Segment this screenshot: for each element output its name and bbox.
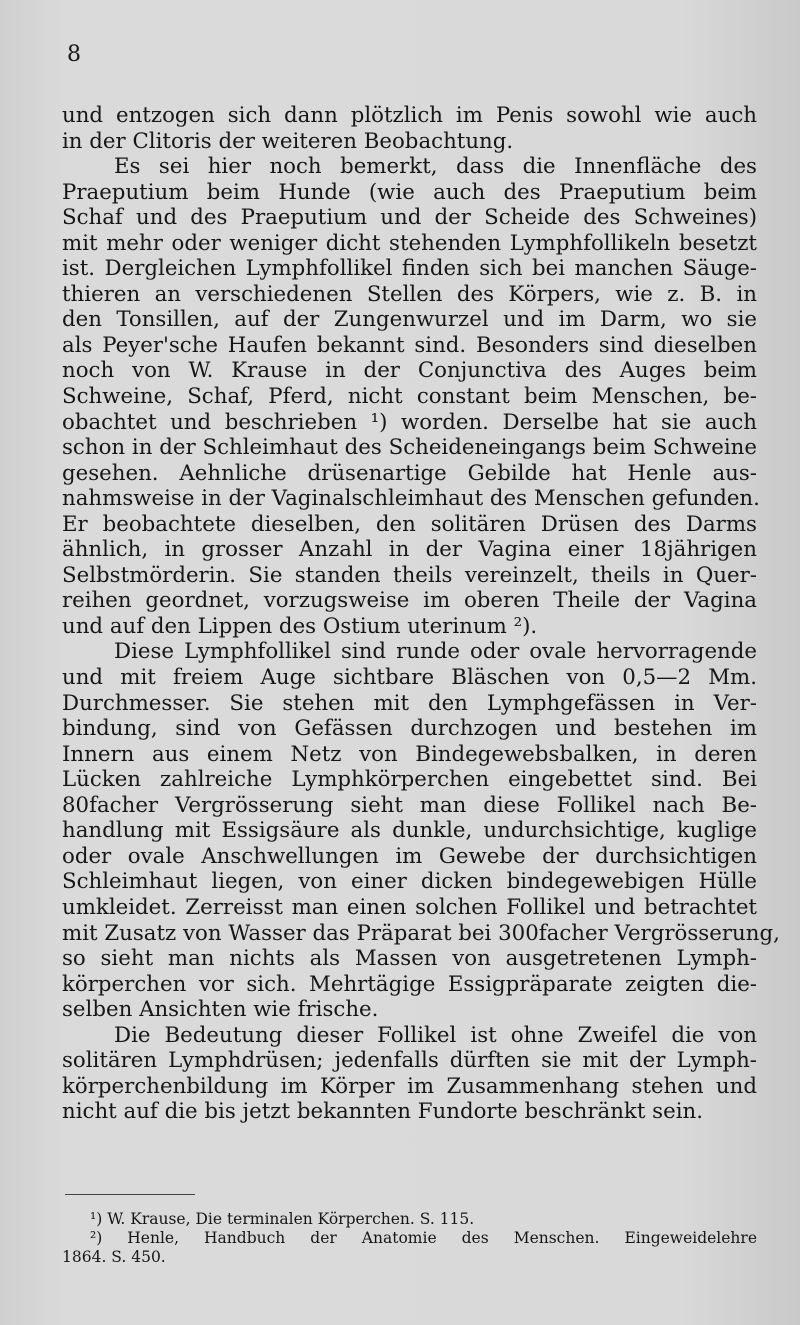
text-line: nicht auf die bis jetzt bekannten Fundorte beschränkt sein.	[62, 1099, 703, 1125]
text-line: Innern aus einem Netz von Bindegewebsbalken, in deren	[62, 741, 757, 767]
text-line: so sieht man nichts als Massen von ausgetretenen Lymph-	[62, 946, 757, 972]
text-line: reihen geordnet, vorzugsweise im oberen Theile der Vagina	[62, 588, 757, 614]
text-line: in der Clitoris der weiteren Beobachtung.	[62, 128, 514, 154]
footnote-rule	[65, 1194, 195, 1195]
text-line: ähnlich, in grosser Anzahl in der Vagina einer 18jährigen	[62, 537, 757, 563]
text-line: und auf den Lippen des Ostium uterinum ²).	[62, 613, 538, 639]
text-line: als Peyer'sche Haufen bekannt sind. Besonders sind dieselben	[62, 332, 757, 358]
text-line: thieren an verschiedenen Stellen des Körpers, wie z. B. in	[62, 281, 757, 307]
text-line: solitären Lymphdrüsen; jedenfalls dürften sie mit der Lymph-	[62, 1048, 757, 1074]
text-line: Selbstmörderin. Sie standen theils vereinzelt, theils in Quer-	[62, 562, 757, 588]
text-line: oder ovale Anschwellungen im Gewebe der durchsichtigen	[62, 843, 757, 869]
body-text	[62, 103, 780, 1125]
text-line: Die Bedeutung dieser Follikel ist ohne Zweifel die von	[114, 1022, 757, 1048]
text-line: und entzogen sich dann plötzlich im Penis sowohl wie auch	[62, 103, 757, 128]
text-line: Durchmesser. Sie stehen mit den Lymphgefässen in Ver-	[62, 690, 757, 716]
text-line: Schaf und des Praeputium und der Scheide des Schweines)	[62, 205, 757, 231]
text-line: ist. Dergleichen Lymphfollikel finden sich bei manchen Säuge-	[62, 256, 757, 282]
text-line: Praeputium beim Hunde (wie auch des Praeputium beim	[62, 179, 757, 205]
text-line: Schleimhaut liegen, von einer dicken bindegewebigen Hülle	[62, 869, 757, 895]
text-line: schon in der Schleimhaut des Scheideneingangs beim Schweine	[62, 435, 757, 461]
text-line: Er beobachtete dieselben, den solitären Drüsen des Darms	[62, 511, 757, 537]
text-line: bindung, sind von Gefässen durchzogen und bestehen im	[62, 716, 757, 742]
text-line: noch von W. Krause in der Conjunctiva des Auges beim	[62, 358, 757, 384]
text-line: gesehen. Aehnliche drüsenartige Gebilde hat Henle aus-	[62, 460, 757, 486]
text-line: mit mehr oder weniger dicht stehenden Lymphfollikeln besetzt	[62, 230, 757, 256]
text-line: nahmsweise in der Vaginalschleimhaut des Menschen gefunden.	[62, 486, 760, 512]
text-line: umkleidet. Zerreisst man einen solchen Follikel und betrachtet	[62, 894, 757, 920]
text-line: körperchenbildung im Körper im Zusammenhang stehen und	[62, 1073, 757, 1099]
text-line: den Tonsillen, auf der Zungenwurzel und im Darm, wo sie	[62, 307, 757, 333]
footnote-line: ¹) W. Krause, Die terminalen Körperchen. S. 115.	[90, 1210, 475, 1228]
text-line: Lücken zahlreiche Lymphkörperchen eingebettet sind. Bei	[62, 767, 757, 793]
text-line: obachtet und beschrieben ¹) worden. Derselbe hat sie auch	[62, 409, 757, 435]
page-number: 8	[67, 42, 81, 67]
text-line: handlung mit Essigsäure als dunkle, undurchsichtige, kuglige	[62, 818, 757, 844]
text-line: Schweine, Schaf, Pferd, nicht constant beim Menschen, be-	[62, 384, 757, 410]
footnote-line: ²) Henle, Handbuch der Anatomie des Menschen. Eingeweidelehre	[90, 1229, 757, 1247]
text-line: und mit freiem Auge sichtbare Bläschen von 0,5—2 Mm.	[62, 665, 757, 691]
text-line: körperchen vor sich. Mehrtägige Essigpräparate zeigten die-	[62, 971, 757, 997]
text-line: Es sei hier noch bemerkt, dass die Innenfläche des	[114, 154, 757, 180]
text-line: Diese Lymphfollikel sind runde oder ovale hervorragende	[114, 639, 757, 665]
text-line: mit Zusatz von Wasser das Präparat bei 300facher Vergrösserung,	[62, 920, 780, 946]
text-line: 80facher Vergrösserung sieht man diese Follikel nach Be-	[62, 792, 757, 818]
footnote-line: 1864. S. 450.	[62, 1248, 166, 1266]
text-line: selben Ansichten wie frische.	[62, 997, 379, 1023]
footnotes	[62, 1210, 757, 1267]
